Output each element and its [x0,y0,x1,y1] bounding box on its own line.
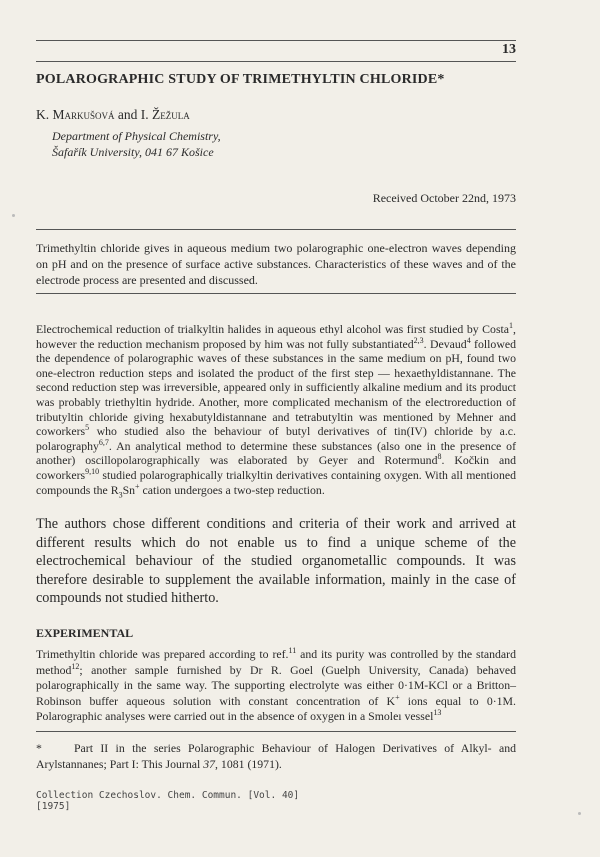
affiliation-line-2: Šafařík University, 041 67 Košice [52,145,214,159]
journal-footer: Collection Czechoslov. Chem. Commun. [Vol. 40] [1975] [36,790,300,812]
page-number: 13 [502,42,516,57]
exp-text: ions equal to 0·1M. Polarographic analyses were carried out in the absence of oxygen in a Smoleı vessel [36,693,516,723]
exp-text: and its purity was controlled by the standard method [36,647,516,677]
ref-superscript: 9,10 [85,467,100,477]
intro-paragraph [36,322,516,497]
footnote-text: Part II in the series Polarographic Behaviour of Halogen Derivatives of Alkyl- and Arylstannanes; Part I: This Journal [36,741,516,771]
abstract: Trimethyltin chloride gives in aqueous medium two polarographic one-electron waves depending on pH and on the presence of surface active substances. Characteristics of these waves and of the electrode process are presented and discussed. [36,241,516,287]
ref-superscript: 6,7 [98,437,109,447]
footnote-marker: * [36,741,42,755]
exp-text: ; another sample furnished by Dr R. Goel (Guelph University, Canada) behaved polarographically in the same way. The supporting electrolyte was either 0·1M-KCl or a Britton–Robinson buffer aqueous solution with constant concentration of K [36,662,516,708]
intro-text: who studied also the behaviour of butyl derivatives of tin(IV) chloride by a.c. polarography [36,424,516,453]
author-2: I. Žežula [140,107,190,122]
authors [36,107,436,123]
intro-text: studied polarographically trialkyltin derivatives containing oxygen. With all mentioned compounds the R [36,467,516,497]
footnote-volume: 37 [203,757,216,771]
large-type-paragraph: The authors chose different conditions and criteria of their work and arrived at different results which do not enable us to find a unique scheme of the electrochemical behaviour of the studied organometallic compounds. It was therefore desirable to supplement the available information, mainly in the case of compounds not studied hitherto. [36,516,516,607]
received-date: Received October 22nd, 1973 [372,191,516,205]
charge-superscript: + [135,481,140,491]
intro-text: , however the reduction mechanism proposed by him was not fully substantiated [36,322,516,351]
article-title: POLAROGRAPHIC STUDY OF TRIMETHYLTIN CHLORIDE* [36,72,445,87]
exp-text: Trimethyltin chloride was prepared according to ref. [36,647,289,661]
header-rule [36,61,516,62]
ref-superscript: 12 [71,661,80,671]
ref-superscript: 5 [85,423,90,433]
experimental-paragraph [36,647,516,725]
ref-superscript: 11 [288,646,297,656]
intro-text: Sn [122,482,136,497]
ref-superscript: 1 [509,321,514,331]
affiliation [52,128,452,160]
ref-superscript: 13 [433,708,442,718]
section-heading-experimental: EXPERIMENTAL [36,626,134,640]
footnote-rule [36,731,516,732]
author-1: K. Markušová [36,107,115,122]
intro-text: followed the dependence of polarographic waves of these substances in the same medium on pH, found two one-electron reduction steps and isolated the product of the first step — hexaethyldistannane. The second reduction step was irreversible, appeared only in sufficiently alkaline medium and its product was probably triethyltin hydride. Another, more complicated mechanism of the electroreduction of tributyltin chloride giving hexabutyldistannane and tetrabutyltin was mentioned by Mehner and coworkers [36,336,516,439]
ref-superscript: 8 [437,452,442,462]
ref-superscript: 2,3 [413,335,424,345]
footnote [36,740,516,772]
top-rule [36,40,516,41]
intro-text: Electrochemical reduction of trialkyltin halides in aqueous ethyl alcohol was first studied by Costa [36,322,510,336]
intro-text: cation undergoes a two-step reduction. [139,482,325,497]
abstract-rule-bottom [36,293,516,294]
footnote-text: , 1081 (1971). [215,757,282,771]
intro-text: . An analytical method to determine these substances (also one in the presence of another) oscillopolarographically was elaborated by Geyer and Rotermund [36,438,516,468]
formula-subscript: 3 [118,489,123,499]
intro-text: . Kočkin and coworkers [36,453,516,482]
scan-speck [12,214,15,217]
charge-superscript: + [395,692,400,702]
abstract-rule-top [36,229,516,230]
ref-superscript: 4 [466,335,471,345]
author-conj: and [114,107,141,122]
scan-speck [578,812,581,815]
intro-text: . Devaud [423,336,467,351]
affiliation-line-1: Department of Physical Chemistry, [52,129,221,143]
